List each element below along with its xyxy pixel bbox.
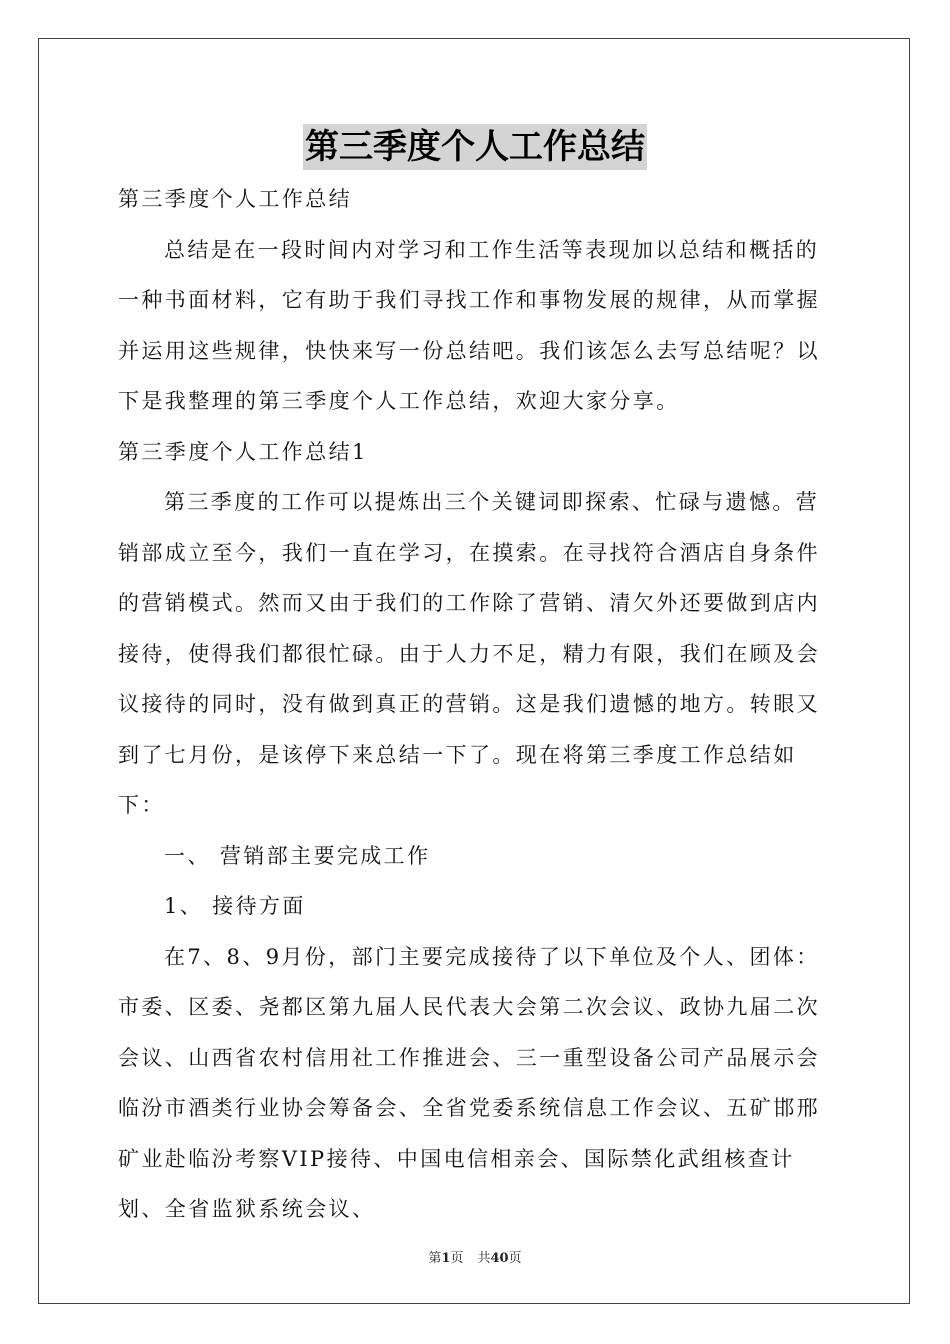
- document-body: [118, 174, 838, 1235]
- total-prefix: 共: [477, 1251, 491, 1266]
- paragraph: 市委、区委、尧都区第九届人民代表大会第二次会议、政协九届二次会议、山西省农村信用社工作推进会、三一重型设备公司产品展示会临汾市酒类行业协会筹备会、全省党委系统信息工作会议、五矿邯邢矿业赴临汾考察VIP接待、中国电信相亲会、国际禁化武组核查计划、全省监狱系统会议、: [118, 995, 820, 1221]
- document-title: 第三季度个人工作总结: [303, 124, 647, 170]
- page-prefix: 第: [428, 1251, 442, 1266]
- total-pages: 40: [490, 1251, 509, 1266]
- title-wrap: [0, 124, 950, 170]
- page-footer: [0, 1247, 950, 1266]
- paragraph: 第三季度个人工作总结: [118, 187, 352, 211]
- page-number: 1: [441, 1251, 451, 1266]
- section-heading: 一、 营销部主要完成工作: [164, 843, 431, 868]
- paragraph: 在7、8、9月份，部门主要完成接待了以下单位及个人、团体：: [164, 944, 820, 969]
- subsection-heading: 1、 接待方面: [164, 894, 306, 918]
- page-suffix: 页: [450, 1251, 464, 1266]
- total-suffix: 页: [508, 1251, 522, 1266]
- paragraph: 第三季度个人工作总结1: [118, 439, 368, 464]
- paragraph: 第三季度的工作可以提炼出三个关键词即探索、忙碌与遗憾。营销部成立至今，我们一直在学习，在摸索。在寻找符合酒店自身条件的营销模式。然而又由于我们的工作除了营销、清欠外还要做到店内接待，使得我们都很忙碌。由于人力不足，精力有限，我们在顾及会议接待的同时，没有做到真正的营销。这是我们遗憾的地方。转眼又到了七月份，是该停下来总结一下了。现在将第三季度工作总结如下：: [118, 490, 820, 817]
- paragraph: 总结是在一段时间内对学习和工作生活等表现加以总结和概括的一种书面材料，它有助于我们寻找工作和事物发展的规律，从而掌握并运用这些规律，快快来写一份总结吧。我们该怎么去写总结呢？以下是我整理的第三季度个人工作总结，欢迎大家分享。: [118, 237, 820, 413]
